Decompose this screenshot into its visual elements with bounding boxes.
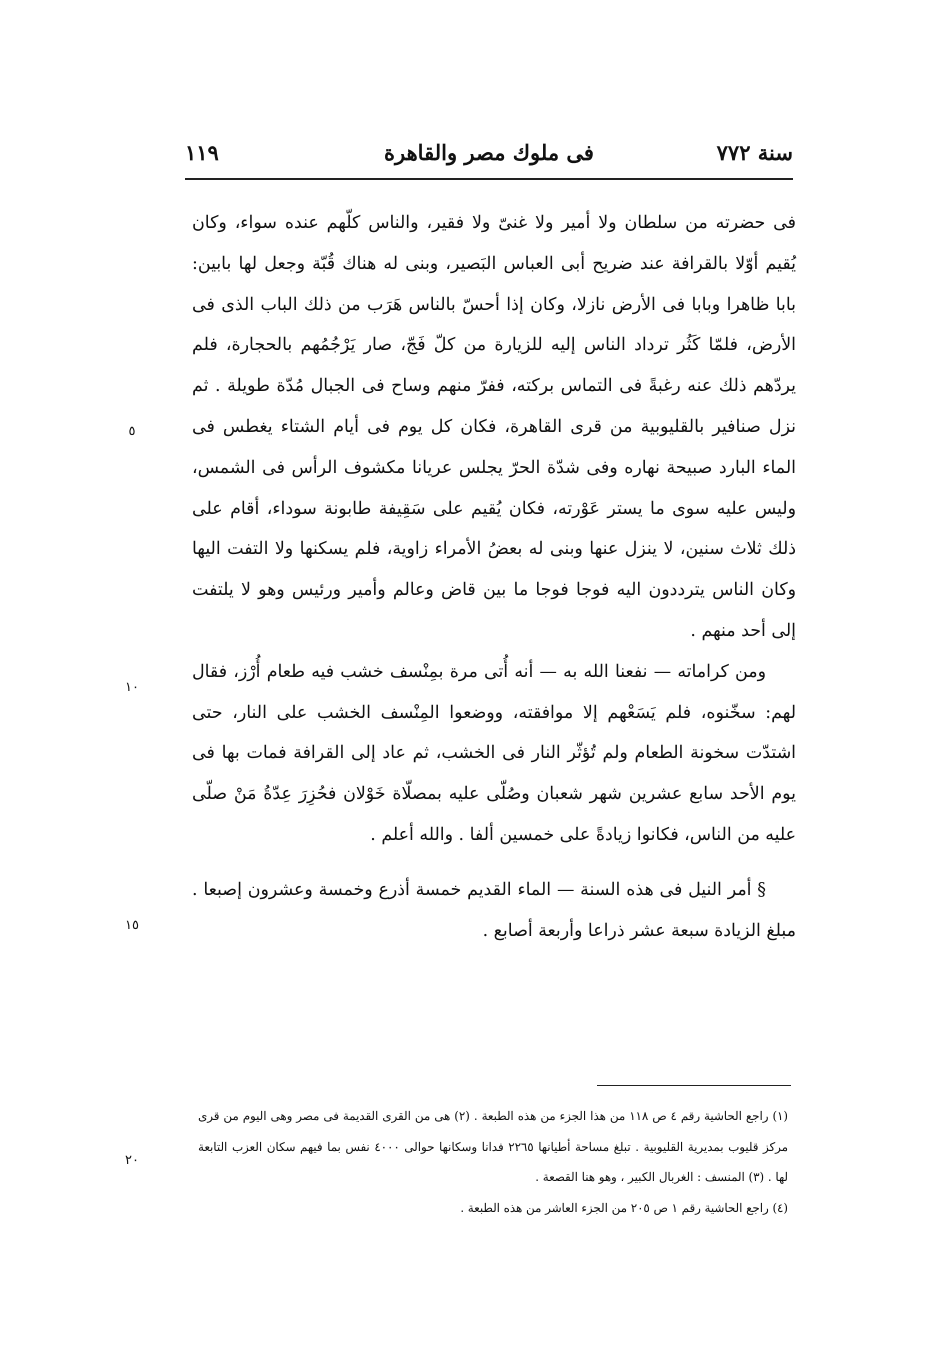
paragraph-1: فى حضرته من سلطان ولا أمير ولا غنىّ ولا فقير، والناس كلّهم عنده سواء، وكان يُقيم أوّلا بالقرافة عند ضريح أبى العباس البَصير، وبنى له هناك قُبّة وجعل لها بابين: بابا ظاهرا وبابا فى الأرض نازلا، وكان إذا أحسّ بالناس هَرَب من ذلك الباب الذى فى الأرض، فلمّا كَثُر ترداد الناس إليه للزيارة من كلّ فَجّ، صار يَرْجُمُهم بالحجارة، فلم يردّهم ذلك عنه رغبةً فى التماس بركته، ففرّ منهم وساح فى الجبال مُدّة طويلة . ثم نزل صنافير بالقليوبية من قرى القاهرة، فكان كل يوم فى أيام الشتاء يغطس فى الماء البارد صبيحة نهاره وفى شدّة الحرّ يجلس عريانا مكشوف الرأس فى الشمس، وليس عليه سوى ما يستر عَوْرته، فكان يُقيم على سَقِيفة طابونة سوداء، أقام على ذلك ثلاث سنين، لا ينزل عنها وبنى له بعضُ الأمراء زاوية، فلم يسكنها ولا التفت اليها وكان الناس يترددون اليه فوجا فوجا ما بين قاض وعالم وأمير ورئيس وهو لا يلتفت إلى أحد منهم .	[192, 213, 796, 641]
main-text	[192, 203, 796, 951]
line-number-10: ١٠	[125, 680, 139, 695]
footnote-rule	[597, 1085, 791, 1086]
line-number-5: ٥	[128, 424, 136, 439]
footnote-4: (٤) راجع الحاشية رقم ١ ص ٢٠٥ من الجزء العاشر من هذه الطبعة .	[460, 1200, 788, 1215]
year-label: سنة ٧٧٢	[716, 140, 793, 165]
page-number: ١١٩	[185, 140, 219, 165]
paragraph-nile: § أمر النيل فى هذه السنة — الماء القديم خمسة أذرع وخمسة وعشرون إصبعا . مبلغ الزيادة سبعة عشر ذراعا وأربعة أصابع .	[192, 879, 796, 941]
footnotes-1-3: (١) راجع الحاشية رقم ٤ ص ١١٨ من هذا الجزء من هذه الطبعة . (٢) هى من القرى القديمة فى مصر وهى اليوم من قرى مركز قليوب بمديرية القليوبية . تبلغ مساحة أطيانها ٢٢٦٥ فدانا وسكانها حوالى ٤٠٠٠ نفس بما فيهم سكان العزب التابعة لها . (٣) المنسف : الغربال الكبير ، وهو هنا القصعة .	[198, 1109, 788, 1184]
line-number-15: ١٥	[125, 918, 139, 933]
page-header	[185, 132, 793, 180]
line-number-20: ٢٠	[125, 1153, 139, 1168]
paragraph-2: ومن كراماته — نفعنا الله به — أنه أُتى مرة بمِنْسف خشب فيه طعام أُرْز، فقال لهم: سخّنوه، فلم يَسَعْهم إلا موافقته، ووضعوا المِنْسف الخشب على النار، حتى اشتدّت سخونة الطعام ولم تُؤثّر النار فى الخشب، ثم عاد إلى القرافة فمات بها فى يوم الأحد سابع عشرين شهر شعبان وصُلّى عليه بمصلّاة خَوْلان فحُزِرَ عِدّةُ مَنْ صلّى عليه من الناس، فكانوا زيادةً على خمسين ألفا . والله أعلم .	[192, 661, 796, 845]
running-title: فى ملوك مصر والقاهرة	[384, 140, 594, 165]
footnotes	[198, 1101, 788, 1223]
header-rule	[185, 178, 793, 180]
